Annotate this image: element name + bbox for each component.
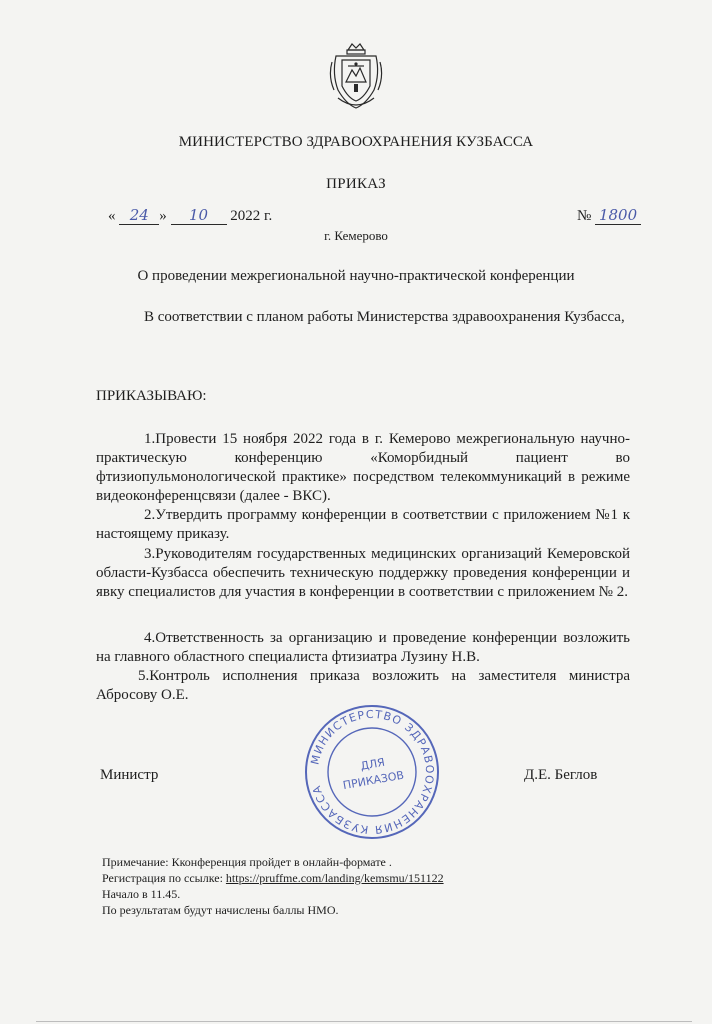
date-close-quote: » <box>159 208 167 224</box>
date-open-quote: « <box>108 208 116 224</box>
date-month: 10 <box>171 206 227 225</box>
number-sign: № <box>577 208 592 224</box>
coat-of-arms-emblem <box>328 40 384 112</box>
document-type: ПРИКАЗ <box>326 176 386 192</box>
order-word: ПРИКАЗЫВАЮ: <box>96 388 207 404</box>
stamp-ring-text: МИНИСТЕРСТВО ЗДРАВООХРАНЕНИЯ КУЗБАССА <box>308 707 437 837</box>
stamp-center-line2: ПРИКАЗОВ <box>341 768 406 793</box>
note-line-4: По результатам будут начислены баллы НМО. <box>102 903 339 917</box>
order-date <box>108 206 272 225</box>
date-year: 2022 г. <box>230 208 273 224</box>
order-item-1: 1.Провести 15 ноября 2022 года в г. Кемерово межрегиональную научно-практическую конференцию «Коморбидный пациент во фтизиопульмонологической практике» посредством телекоммуникаций в режиме видеоконференцсвязи (далее - ВКС). <box>96 431 630 504</box>
ministry-name: МИНИСТЕРСТВО ЗДРАВООХРАНЕНИЯ КУЗБАССА <box>178 134 534 150</box>
note-line-2 <box>102 870 444 886</box>
city: г. Кемерово <box>324 228 388 243</box>
official-stamp <box>302 702 442 842</box>
order-item-3: 3.Руководителям государственных медицинских организаций Кемеровской области-Кузбасса обеспечить техническую поддержку проведения конференции и явку специалистов для участия в конференции в соответствии с приложением № 2. <box>96 546 630 600</box>
signer-name: Д.Е. Беглов <box>524 767 598 783</box>
order-item-4: 4.Ответственность за организацию и проведение конференции возложить на главного областного специалиста фтизиатра Лузину Н.В. <box>96 630 630 665</box>
order-item-2: 2.Утвердить программу конференции в соответствии с приложением №1 к настоящему приказу. <box>96 507 630 542</box>
signer-title: Министр <box>100 767 159 783</box>
registration-link[interactable]: https://pruffme.com/landing/kemsmu/151122 <box>225 871 444 885</box>
registration-label: Регистрация по ссылке: <box>102 871 226 885</box>
stamp-center-line1: ДЛЯ <box>359 755 386 773</box>
order-subject: О проведении межрегиональной научно-практической конференции <box>137 268 575 284</box>
order-number <box>577 206 641 225</box>
note-line-1: Примечание: Кконференция пройдет в онлайн-формате . <box>102 855 392 869</box>
preamble: В соответствии с планом работы Министерства здравоохранения Кузбасса, <box>144 309 625 325</box>
note-block <box>102 854 444 918</box>
number-value: 1800 <box>595 206 641 225</box>
date-day: 24 <box>119 206 159 225</box>
note-line-3: Начало в 11.45. <box>102 887 181 901</box>
page-edge-line <box>36 1021 692 1022</box>
order-item-5: 5.Контроль исполнения приказа возложить на заместителя министра Абросову О.Е. <box>96 668 630 703</box>
